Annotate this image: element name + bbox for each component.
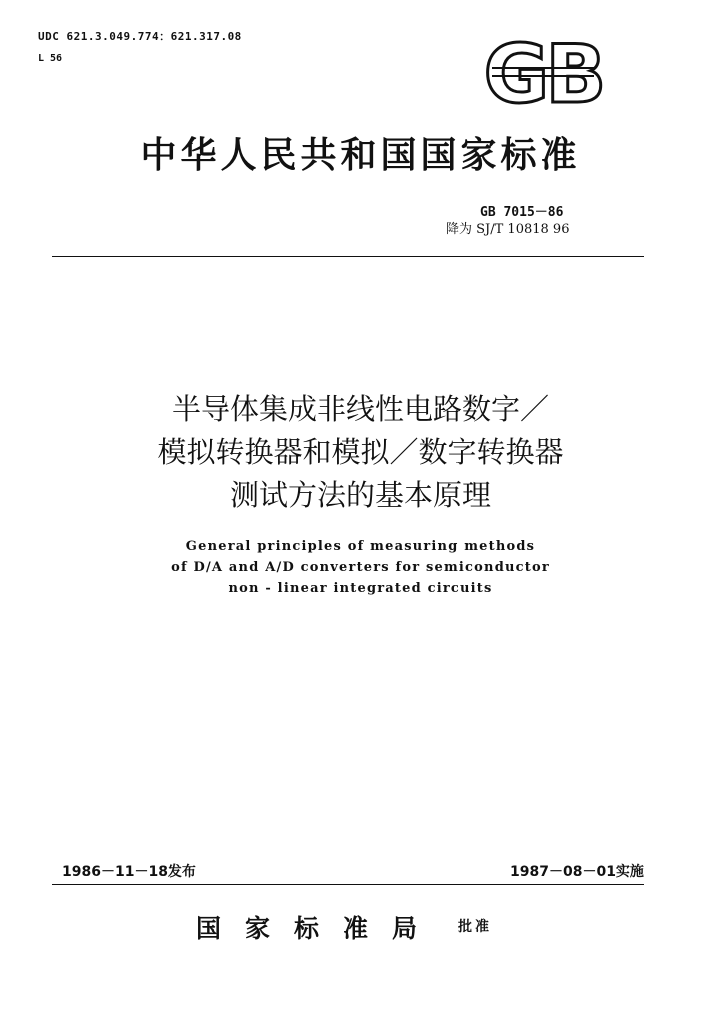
svg-text:GB: GB: [483, 38, 603, 110]
approval-label: 批准: [458, 919, 492, 935]
implementation-date: 1987－08－01实施: [510, 864, 644, 880]
standard-alternate-number: 降为 SJ/T 10818 96: [446, 222, 570, 237]
title-en-line-1: General principles of measuring methods: [185, 539, 536, 554]
issuing-bureau: 国家标准局: [196, 914, 442, 943]
gb-logo: [470, 38, 616, 110]
title-cn-line-2: 模拟转换器和模拟／数字转换器: [157, 435, 564, 469]
header-divider: [52, 256, 644, 257]
title-cn-line-3: 测试方法的基本原理: [229, 478, 491, 512]
classification-code: L 56: [38, 53, 63, 64]
udc-code: UDC 621.3.049.774：621.317.08: [38, 30, 242, 43]
issue-date: 1986－11－18发布: [62, 864, 196, 880]
title-cn-line-1: 半导体集成非线性电路数字／: [171, 392, 549, 426]
footer-divider: [52, 884, 644, 885]
title-en-line-3: non - linear integrated circuits: [228, 581, 493, 596]
national-standard-heading: 中华人民共和国国家标准: [140, 135, 581, 176]
standard-number: GB 7015－86: [480, 205, 564, 220]
title-en-line-2: of D/A and A/D converters for semiconductor: [171, 560, 550, 575]
